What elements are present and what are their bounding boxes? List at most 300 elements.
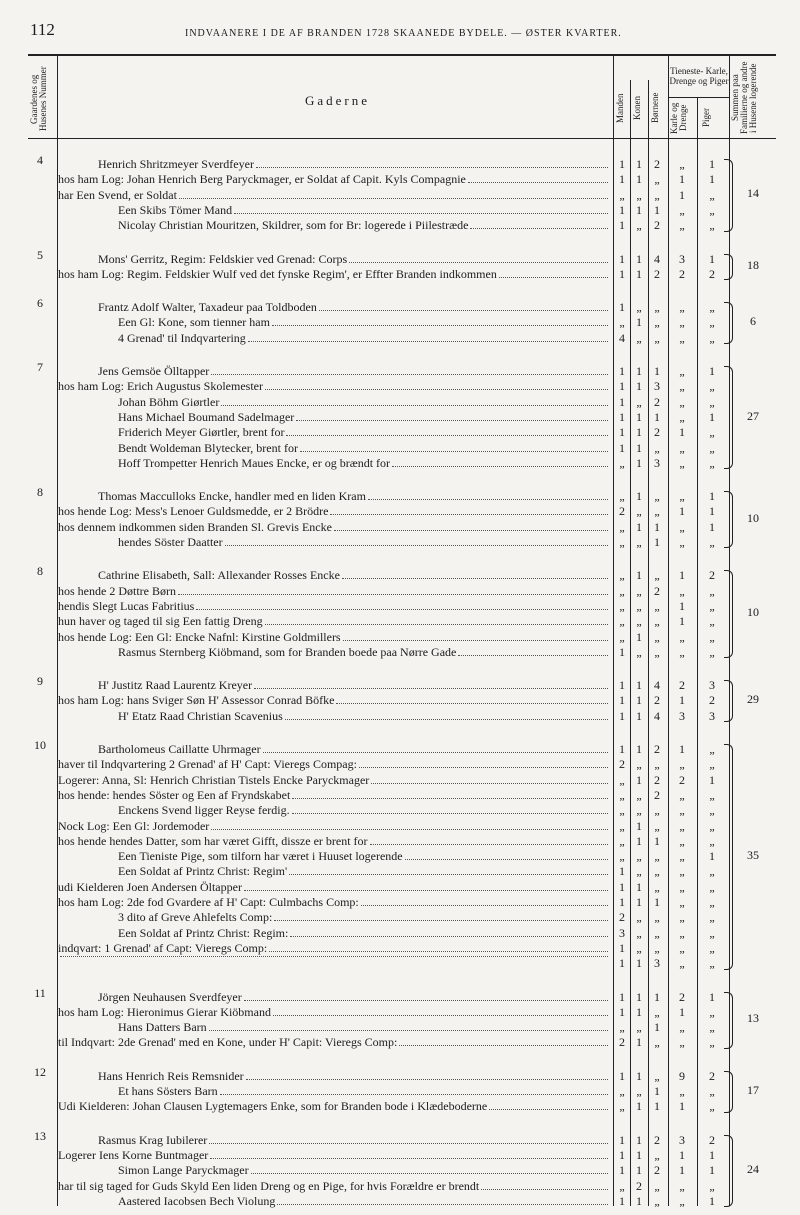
count-cell: 2 bbox=[679, 772, 685, 787]
count-cell: 1 bbox=[636, 895, 642, 909]
count-cell: „ bbox=[679, 787, 685, 802]
group-brace bbox=[724, 744, 733, 970]
table-row bbox=[58, 742, 610, 757]
group-brace bbox=[724, 302, 733, 344]
count-cell: 2 bbox=[654, 394, 660, 409]
table-row bbox=[58, 819, 610, 834]
group-brace bbox=[724, 570, 733, 658]
count-cell: 1 bbox=[619, 157, 625, 171]
count-cell: 1 bbox=[679, 1004, 685, 1019]
table-row bbox=[58, 926, 610, 941]
table-row bbox=[58, 203, 610, 218]
house-number: 8 bbox=[37, 485, 43, 500]
group-total: 18 bbox=[747, 257, 759, 272]
count-cell: 1 bbox=[709, 172, 715, 187]
entry-text: hos ham Log: 2de fod Gvardere af H' Capt: Culmbachs Comp: bbox=[58, 895, 359, 909]
count-cell: 1 bbox=[679, 187, 685, 202]
group-total: 27 bbox=[747, 408, 759, 423]
count-cell: 1 bbox=[636, 425, 642, 440]
count-cell: 1 bbox=[636, 202, 642, 217]
table-row bbox=[58, 1148, 610, 1163]
count-cell: „ bbox=[654, 849, 660, 864]
leader-dots bbox=[349, 252, 608, 263]
count-cell: „ bbox=[654, 864, 660, 879]
leader-dots bbox=[292, 788, 608, 799]
count-cell: „ bbox=[709, 956, 715, 971]
count-cell: „ bbox=[636, 803, 642, 818]
table-row bbox=[58, 910, 610, 925]
count-cell: „ bbox=[636, 330, 642, 345]
count-cell: 2 bbox=[654, 742, 660, 756]
count-cell: 2 bbox=[709, 266, 715, 281]
entry-text: Een Soldat af Printz Christ: Regim' bbox=[118, 864, 288, 879]
leader-dots bbox=[334, 520, 608, 531]
table-row bbox=[58, 504, 610, 519]
count-cell: 1 bbox=[619, 218, 625, 233]
group-total: 29 bbox=[747, 692, 759, 707]
entry-text: Et hans Sösters Barn bbox=[118, 1084, 218, 1098]
group-total: 35 bbox=[747, 847, 759, 862]
leader-dots bbox=[405, 849, 608, 860]
count-cell: 1 bbox=[619, 693, 625, 708]
count-cell: „ bbox=[654, 818, 660, 833]
leader-dots bbox=[368, 489, 608, 500]
group-brace bbox=[724, 992, 733, 1049]
count-cell: 1 bbox=[636, 693, 642, 708]
count-cell: „ bbox=[619, 187, 625, 202]
count-cell: 1 bbox=[636, 956, 642, 971]
count-cell: „ bbox=[654, 614, 660, 629]
count-cell: „ bbox=[709, 910, 715, 925]
table-row bbox=[58, 1099, 610, 1114]
table-row bbox=[58, 188, 610, 203]
count-cell: „ bbox=[679, 925, 685, 940]
col-manden-header: Manden bbox=[615, 93, 625, 123]
count-cell: 1 bbox=[636, 772, 642, 787]
count-cell: „ bbox=[636, 535, 642, 549]
count-cell: 1 bbox=[636, 1068, 642, 1083]
count-cell: 1 bbox=[679, 1163, 685, 1178]
count-cell: 1 bbox=[619, 202, 625, 217]
count-cell: „ bbox=[679, 315, 685, 330]
leader-dots bbox=[286, 425, 608, 436]
entry-text: Johan Böhm Giørtler bbox=[118, 394, 220, 409]
count-cell: „ bbox=[709, 455, 715, 470]
count-cell: „ bbox=[679, 218, 685, 233]
count-cell: „ bbox=[679, 1178, 685, 1193]
count-cell: „ bbox=[679, 394, 685, 409]
table-row bbox=[58, 803, 610, 818]
house-number: 4 bbox=[37, 153, 43, 167]
count-cell: „ bbox=[709, 1004, 715, 1019]
count-cell: „ bbox=[654, 440, 660, 455]
count-cell: 4 bbox=[654, 708, 660, 723]
count-cell: 4 bbox=[654, 251, 660, 266]
table-row bbox=[58, 1035, 610, 1050]
count-cell: 1 bbox=[654, 519, 660, 534]
count-cell: 1 bbox=[619, 879, 625, 894]
count-cell: 1 bbox=[709, 157, 715, 171]
entry-text: Een Gl: Kone, som tienner ham bbox=[118, 315, 270, 330]
table-row bbox=[58, 157, 610, 172]
leader-dots bbox=[210, 1148, 608, 1159]
leader-dots bbox=[211, 819, 608, 830]
count-cell: 1 bbox=[636, 833, 642, 848]
entry-text: H' Etatz Raad Christian Scavenius bbox=[118, 708, 283, 723]
count-cell: „ bbox=[636, 1020, 642, 1035]
count-cell: 1 bbox=[619, 742, 625, 756]
count-cell: „ bbox=[654, 504, 660, 519]
table-row bbox=[58, 441, 610, 456]
count-cell: 1 bbox=[619, 364, 625, 378]
count-cell: 1 bbox=[679, 1099, 685, 1114]
entry-text: til Indqvart: 2de Grenad' med en Kone, under H' Capit: Vieregs Comp: bbox=[58, 1035, 398, 1050]
count-cell: 1 bbox=[709, 364, 715, 378]
entry-text: Rasmus Krag Iubilerer bbox=[98, 1132, 208, 1147]
count-cell: 2 bbox=[679, 678, 685, 693]
count-cell: „ bbox=[636, 925, 642, 940]
count-cell: „ bbox=[619, 849, 625, 864]
col-karle-header: Karle og Drenge bbox=[669, 102, 688, 134]
entry-text: Een Soldat af Printz Christ: Regim: bbox=[118, 925, 289, 940]
subheader-rule bbox=[668, 97, 729, 98]
count-cell: „ bbox=[679, 489, 685, 504]
count-cell: „ bbox=[619, 598, 625, 613]
count-cell: 1 bbox=[619, 409, 625, 424]
table-row bbox=[58, 456, 610, 471]
count-cell: 1 bbox=[709, 251, 715, 266]
count-cell: „ bbox=[679, 519, 685, 534]
count-cell: 1 bbox=[619, 1132, 625, 1147]
count-cell: 3 bbox=[679, 708, 685, 723]
count-cell: „ bbox=[636, 1084, 642, 1098]
count-cell: „ bbox=[709, 1084, 715, 1098]
count-cell: 1 bbox=[619, 678, 625, 693]
entry-text: hos ham Log: Hieronimus Gierar Kiöbmand bbox=[58, 1004, 271, 1019]
count-cell: 1 bbox=[636, 266, 642, 281]
count-cell: „ bbox=[636, 864, 642, 879]
count-cell: „ bbox=[654, 910, 660, 925]
page-number: 112 bbox=[30, 20, 55, 39]
count-cell: „ bbox=[709, 1020, 715, 1035]
col-divider bbox=[648, 80, 649, 1206]
count-cell: 1 bbox=[654, 1020, 660, 1035]
leader-dots bbox=[265, 614, 608, 625]
table-row bbox=[58, 941, 610, 956]
leader-dots bbox=[470, 218, 608, 229]
col-born-header: Børnene bbox=[650, 92, 660, 124]
leader-dots bbox=[254, 678, 608, 689]
count-cell: „ bbox=[709, 629, 715, 644]
house-number: 6 bbox=[37, 296, 43, 311]
table-row bbox=[58, 584, 610, 599]
count-cell: 1 bbox=[619, 940, 625, 955]
count-cell: 2 bbox=[654, 425, 660, 440]
count-cell: „ bbox=[709, 940, 715, 955]
count-cell: „ bbox=[709, 644, 715, 659]
count-cell: „ bbox=[654, 1193, 660, 1208]
table-row bbox=[58, 1133, 610, 1148]
col-konen-header: Konen bbox=[632, 96, 642, 120]
count-cell: „ bbox=[679, 1193, 685, 1208]
count-cell: „ bbox=[619, 489, 625, 504]
count-cell: 1 bbox=[636, 818, 642, 833]
count-cell: „ bbox=[636, 187, 642, 202]
entry-text: Henrich Shritzmeyer Sverdfeyer bbox=[98, 157, 254, 171]
leader-dots bbox=[292, 803, 608, 814]
count-cell: „ bbox=[619, 614, 625, 629]
group-brace bbox=[724, 1135, 733, 1208]
count-cell: „ bbox=[709, 742, 715, 756]
leader-dots bbox=[272, 315, 608, 326]
count-cell: 1 bbox=[709, 409, 715, 424]
count-cell: „ bbox=[619, 629, 625, 644]
leader-dots bbox=[458, 645, 608, 656]
count-cell: „ bbox=[679, 879, 685, 894]
count-cell: „ bbox=[679, 440, 685, 455]
count-cell: 1 bbox=[636, 568, 642, 583]
count-cell: 1 bbox=[654, 1084, 660, 1098]
entry-text: har til sig taged for Guds Skyld Een liden Dreng og en Pige, for hvis Forældre er brendt bbox=[58, 1178, 480, 1193]
leader-dots bbox=[60, 956, 608, 957]
count-cell: 3 bbox=[654, 455, 660, 470]
leader-dots bbox=[209, 1020, 608, 1031]
leader-dots bbox=[244, 880, 608, 891]
count-cell: 3 bbox=[709, 708, 715, 723]
house-number: 5 bbox=[37, 247, 43, 262]
table-row bbox=[58, 172, 610, 187]
header-bottom-rule bbox=[28, 138, 776, 139]
entry-text: Hans Henrich Reis Remsnider bbox=[98, 1068, 244, 1083]
count-cell: „ bbox=[679, 300, 685, 315]
table-row bbox=[58, 252, 610, 267]
leader-dots bbox=[342, 568, 608, 579]
count-cell: „ bbox=[619, 1099, 625, 1114]
count-cell: „ bbox=[654, 1178, 660, 1193]
entry-text: indqvart: 1 Grenad' af Capt: Vieregs Comp: bbox=[58, 940, 268, 955]
count-cell: 1 bbox=[679, 693, 685, 708]
count-cell: „ bbox=[679, 455, 685, 470]
count-cell: „ bbox=[636, 787, 642, 802]
house-number: 12 bbox=[34, 1064, 46, 1079]
table-row bbox=[58, 425, 610, 440]
count-cell: „ bbox=[619, 803, 625, 818]
entry-text: Cathrine Elisabeth, Sall: Allexander Rosses Encke bbox=[98, 568, 340, 583]
count-cell: 1 bbox=[679, 742, 685, 756]
count-cell: 1 bbox=[636, 1035, 642, 1050]
leader-dots bbox=[225, 535, 608, 546]
table-row bbox=[58, 788, 610, 803]
count-cell: 1 bbox=[636, 1147, 642, 1162]
count-cell: „ bbox=[654, 330, 660, 345]
count-cell: 9 bbox=[679, 1068, 685, 1083]
count-cell: „ bbox=[654, 568, 660, 583]
entry-text: hos dennem indkommen siden Branden Sl. Grevis Encke bbox=[58, 519, 332, 534]
count-cell: „ bbox=[709, 330, 715, 345]
count-cell: „ bbox=[654, 925, 660, 940]
top-rule bbox=[28, 54, 776, 56]
entry-text: Een Skibs Tömer Mand bbox=[118, 202, 233, 217]
count-cell: „ bbox=[709, 535, 715, 549]
count-cell: „ bbox=[654, 879, 660, 894]
count-cell: 1 bbox=[709, 1193, 715, 1208]
group-brace bbox=[724, 366, 733, 469]
leader-dots bbox=[290, 926, 608, 937]
group-total: 13 bbox=[747, 1011, 759, 1026]
count-cell: 1 bbox=[636, 157, 642, 171]
count-cell: 1 bbox=[619, 379, 625, 394]
leader-dots bbox=[277, 1194, 608, 1205]
table-row bbox=[58, 880, 610, 895]
leader-dots bbox=[269, 941, 608, 952]
leader-dots bbox=[274, 910, 608, 921]
entry-text: Jörgen Neuhausen Sverdfeyer bbox=[98, 989, 242, 1004]
count-cell: „ bbox=[679, 895, 685, 909]
table-row bbox=[58, 599, 610, 614]
leader-dots bbox=[220, 1084, 608, 1095]
count-cell: 1 bbox=[679, 1147, 685, 1162]
count-cell: 1 bbox=[619, 172, 625, 187]
entry-text: Bartholomeus Caillatte Uhrmager bbox=[98, 742, 261, 756]
count-cell: „ bbox=[679, 910, 685, 925]
leader-dots bbox=[256, 157, 608, 168]
count-cell: 2 bbox=[679, 989, 685, 1004]
col-gaard-header: Gaardenes og Husenes Nummer bbox=[29, 66, 48, 132]
house-number: 8 bbox=[37, 564, 43, 579]
house-number: 9 bbox=[37, 674, 43, 689]
count-cell: „ bbox=[636, 910, 642, 925]
leader-dots bbox=[392, 456, 608, 467]
count-cell: 2 bbox=[654, 693, 660, 708]
count-cell: 1 bbox=[709, 489, 715, 504]
count-cell: „ bbox=[619, 535, 625, 549]
entry-text: haver til Indqvartering 2 Grenad' af H' Capt: Vieregs Compag: bbox=[58, 757, 357, 772]
count-cell: „ bbox=[636, 757, 642, 772]
count-cell: 1 bbox=[636, 379, 642, 394]
count-cell: „ bbox=[709, 787, 715, 802]
count-cell: „ bbox=[654, 489, 660, 504]
table-row bbox=[58, 315, 610, 330]
entry-text: hos hende 2 Døttre Børn bbox=[58, 583, 176, 598]
count-cell: 2 bbox=[619, 910, 625, 925]
leader-dots bbox=[481, 1179, 608, 1190]
entry-text: Hans Michael Boumand Sadelmager bbox=[118, 409, 295, 424]
entry-text: Enckens Svend ligger Reyse ferdig. bbox=[118, 803, 290, 818]
count-cell: 1 bbox=[679, 504, 685, 519]
count-cell: 1 bbox=[636, 989, 642, 1004]
count-cell: 2 bbox=[619, 1035, 625, 1050]
leader-dots bbox=[289, 864, 608, 875]
count-cell: „ bbox=[709, 803, 715, 818]
entry-text: Mons' Gerritz, Regim: Feldskier ved Grenad: Corps bbox=[98, 251, 348, 266]
entry-text: udi Kielderen Joen Andersen Öltapper bbox=[58, 879, 242, 894]
count-cell: 1 bbox=[709, 849, 715, 864]
count-cell: „ bbox=[679, 157, 685, 171]
group-brace bbox=[724, 159, 733, 232]
table-row bbox=[58, 895, 610, 910]
count-cell: „ bbox=[709, 394, 715, 409]
leader-dots bbox=[468, 172, 608, 183]
count-cell: 1 bbox=[636, 489, 642, 504]
col-gaderne-header: Gaderne bbox=[305, 93, 371, 108]
count-cell: „ bbox=[654, 300, 660, 315]
table-row bbox=[58, 395, 610, 410]
col-divider bbox=[668, 56, 669, 1206]
leader-dots bbox=[265, 379, 608, 390]
count-cell: „ bbox=[709, 895, 715, 909]
count-cell: 1 bbox=[619, 708, 625, 723]
group-total: 10 bbox=[747, 510, 759, 525]
leader-dots bbox=[330, 504, 608, 515]
count-cell: „ bbox=[654, 757, 660, 772]
entry-text: Simon Lange Paryckmager bbox=[118, 1163, 249, 1178]
entry-text: hos hende Log: Een Gl: Encke Nafnl: Kirstine Goldmillers bbox=[58, 629, 341, 644]
count-cell: 1 bbox=[619, 394, 625, 409]
leader-dots bbox=[359, 757, 608, 768]
leader-dots bbox=[361, 895, 608, 906]
table-row bbox=[58, 645, 610, 660]
count-cell: „ bbox=[679, 803, 685, 818]
count-cell: „ bbox=[619, 1178, 625, 1193]
count-cell: „ bbox=[636, 598, 642, 613]
entry-text: Hans Datters Barn bbox=[118, 1020, 207, 1035]
count-cell: „ bbox=[636, 644, 642, 659]
entry-text: Logerer Iens Korne Buntmager bbox=[58, 1147, 209, 1162]
count-cell: 1 bbox=[619, 956, 625, 971]
count-cell: „ bbox=[709, 757, 715, 772]
count-cell: „ bbox=[619, 568, 625, 583]
count-cell: 1 bbox=[619, 1068, 625, 1083]
house-number: 10 bbox=[34, 738, 46, 752]
entry-text: hendes Söster Daatter bbox=[118, 535, 223, 549]
count-cell: „ bbox=[654, 1068, 660, 1083]
leader-dots bbox=[319, 300, 608, 311]
table-row bbox=[58, 757, 610, 772]
entry-text: Udi Kielderen: Johan Clausen Lygtemagers Enke, som for Branden bode i Klædeboderne bbox=[58, 1099, 488, 1114]
entry-text: Frantz Adolf Walter, Taxadeur paa Toldboden bbox=[98, 300, 317, 315]
entry-text: H' Justitz Raad Laurentz Kreyer bbox=[98, 678, 253, 693]
count-cell: „ bbox=[679, 956, 685, 971]
col-piger-header: Piger bbox=[701, 108, 711, 128]
group-brace bbox=[724, 680, 733, 722]
entry-text: Nock Log: Een Gl: Jordemoder bbox=[58, 818, 210, 833]
table-row bbox=[58, 267, 610, 282]
count-cell: „ bbox=[654, 172, 660, 187]
leader-dots bbox=[196, 599, 608, 610]
entry-text: Aastered Iacobsen Bech Violung bbox=[118, 1193, 276, 1208]
leader-dots bbox=[285, 709, 608, 720]
count-cell: „ bbox=[636, 849, 642, 864]
entry-text: Rasmus Sternberg Kiöbmand, som for Branden boede paa Nørre Gade bbox=[118, 644, 457, 659]
entry-text: 3 dito af Greve Ahlefelts Comp: bbox=[118, 910, 273, 925]
count-cell: „ bbox=[679, 202, 685, 217]
count-cell: „ bbox=[709, 864, 715, 879]
group-brace bbox=[724, 1071, 733, 1113]
count-cell: „ bbox=[709, 879, 715, 894]
count-cell: 3 bbox=[654, 379, 660, 394]
table-row bbox=[58, 568, 610, 583]
count-cell: 2 bbox=[709, 568, 715, 583]
count-cell: 1 bbox=[654, 989, 660, 1004]
count-cell: „ bbox=[679, 833, 685, 848]
count-cell: „ bbox=[709, 202, 715, 217]
count-cell: 1 bbox=[636, 172, 642, 187]
count-cell: „ bbox=[679, 644, 685, 659]
leader-dots bbox=[209, 1133, 608, 1144]
count-cell: „ bbox=[654, 644, 660, 659]
count-cell: „ bbox=[679, 864, 685, 879]
leader-dots bbox=[499, 267, 608, 278]
